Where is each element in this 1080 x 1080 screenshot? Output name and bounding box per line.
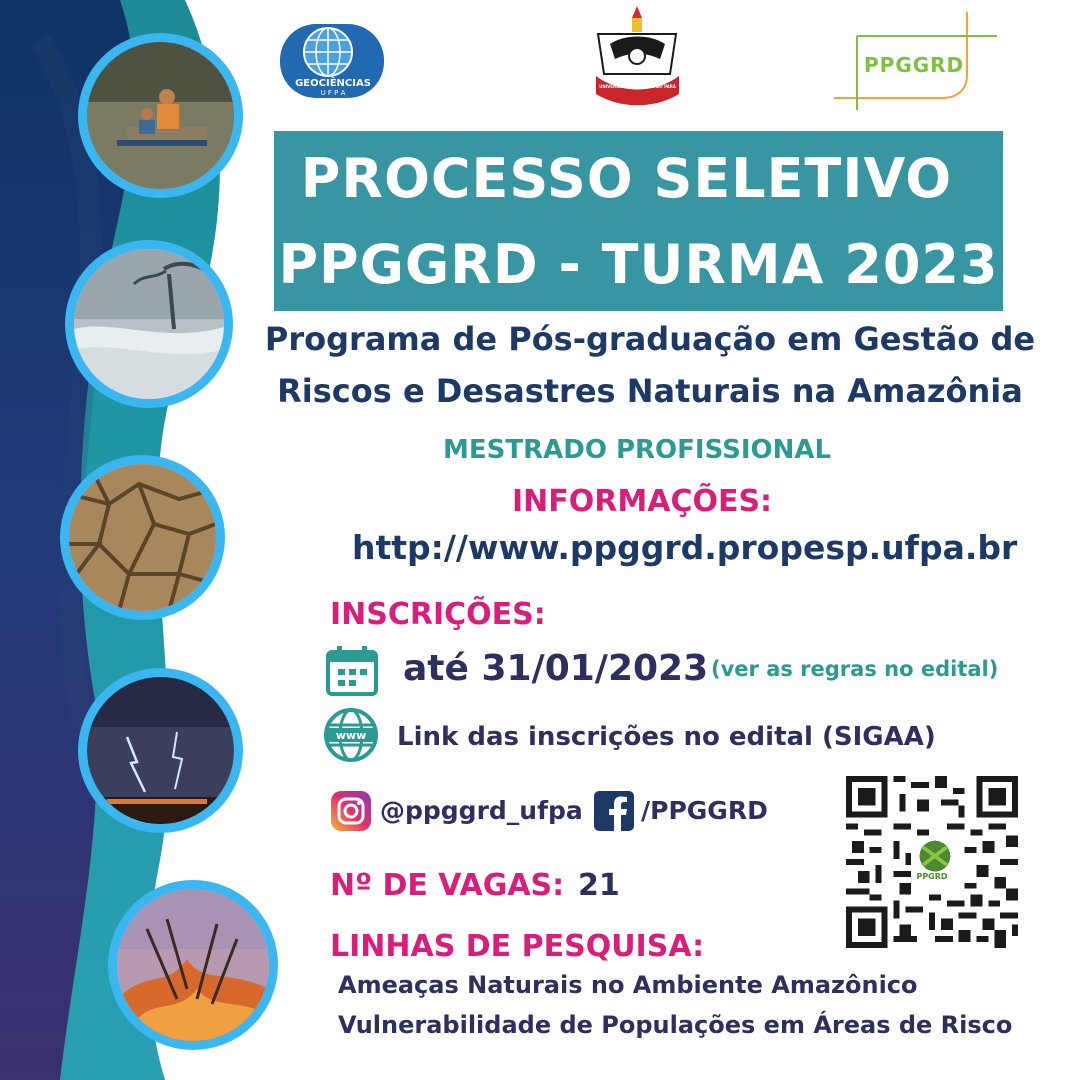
registration-note: (ver as regras no edital): [711, 657, 999, 681]
registration-label: INSCRIÇÕES:: [330, 597, 546, 632]
info-label: INFORMAÇÕES:: [512, 484, 773, 519]
qr-center-text: PPGRD: [916, 872, 948, 881]
globe-www-icon: [323, 707, 379, 763]
research-line-1: Ameaças Naturais no Ambiente Amazônico: [338, 971, 918, 999]
program-level: MESTRADO PROFISSIONAL: [443, 435, 832, 465]
geociencias-sub: U F P A: [320, 89, 346, 97]
vacancies-label: Nº DE VAGAS:: [330, 868, 565, 903]
facebook-page[interactable]: /PPGGRD: [641, 796, 768, 825]
ppggrd-logo: [832, 10, 997, 120]
calendar-icon: [325, 644, 379, 698]
banner-title-line1: PROCESSO SELETIVO: [300, 147, 953, 210]
banner-title-line2: PPGGRD - TURMA 2023: [278, 233, 999, 296]
research-label: LINHAS DE PESQUISA:: [330, 929, 705, 964]
photo-lightning: [78, 668, 243, 833]
research-line-2: Vulnerabilidade de Populações em Áreas de Risco: [338, 1011, 1013, 1039]
registration-deadline: até 31/01/2023: [403, 648, 709, 689]
ufpa-seal-logo: [590, 4, 685, 114]
www-icon-text: www: [335, 729, 367, 742]
title-banner: [274, 131, 1003, 311]
vacancies-count: 21: [578, 868, 620, 903]
qr-code[interactable]: [846, 776, 1018, 948]
photo-storm-coast: [65, 240, 233, 408]
photo-wildfire: [108, 880, 278, 1050]
instagram-icon: [330, 790, 372, 832]
geociencias-text: GEOCIÊNCIAS: [295, 78, 371, 89]
ufpa-seal-text: UNIVERSIDADE FEDERAL DO PARÁ: [599, 84, 676, 89]
program-name-line1: Programa de Pós-graduação em Gestão de: [264, 320, 1036, 358]
registration-link-text[interactable]: Link das inscrições no edital (SIGAA): [397, 722, 936, 752]
info-url[interactable]: http://www.ppggrd.propesp.ufpa.br: [352, 528, 1018, 567]
program-name-line2: Riscos e Desastres Naturais na Amazônia: [277, 372, 1023, 410]
ppggrd-logo-text: PPGGRD: [864, 53, 965, 77]
photo-drought: [60, 455, 225, 620]
geociencias-logo: [278, 18, 388, 100]
facebook-icon: [594, 791, 634, 831]
photo-flood: [78, 33, 243, 198]
instagram-handle[interactable]: @ppggrd_ufpa: [380, 796, 583, 825]
